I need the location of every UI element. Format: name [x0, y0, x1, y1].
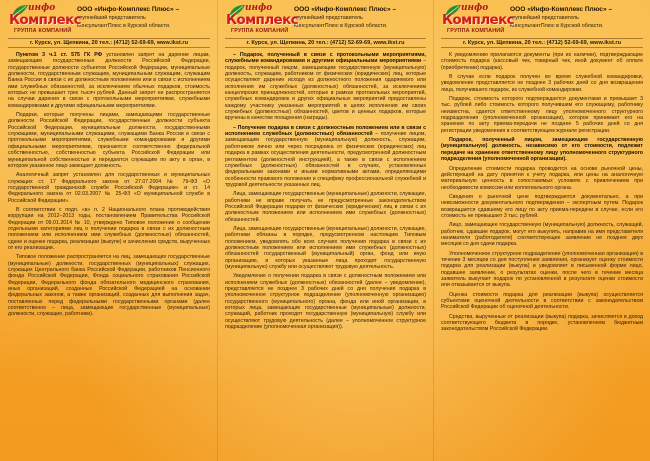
company-desc-2: КонсультантПлюс в Курской области.: [510, 23, 604, 29]
company-info: [294, 4, 396, 30]
column-body: [225, 52, 426, 330]
paragraph: [225, 273, 426, 330]
paragraph: [441, 314, 643, 333]
paragraph: [8, 112, 210, 169]
paragraph-strong: Подарок, полученный лицом, замещающим государственную (муниципальную) должность, независимо от его стоимости, подлежит передаче на хранение ответственному лицу уполномоченного структурного подразделения (уполномоченной организации).: [441, 137, 643, 163]
paragraph-strong: Пунктом 3 ч.1 ст. 575 ГК РФ: [16, 52, 103, 58]
paragraph-text: – подарок, полученный лицом, замещающим государственную (муниципальную) должность, служащим, работником от физических (юридических) лиц, которые осуществляют дарение исходя из должностного положения одаряемого или исполнения им служебных (должностных) обязанностей, за исключением канцелярских принадлежностей, которые в рамках протокольных мероприятий, служебных командировок и других официальных мероприятий предоставлены каждому участнику указанных мероприятий в целях исполнения им своих служебных (должностных) обязанностей, цветов и ценных подарков, которые вручены в качестве поощрения (награды).: [225, 58, 426, 122]
paragraph: [441, 166, 643, 191]
company-name: ООО «Инфо-Комплекс Плюс» –: [294, 6, 397, 13]
logo-brand-text: Комплекс: [442, 12, 515, 28]
paragraph-text: – получение лицом, замещающим государственную (муниципальную) должность, служащим, работником лично или через посредника от физических (юридических) лиц подарка в рамках осуществления деятельности, предусмотренной должностным регламентом (должностной инструкцией), а также в связи с исполнением служебных (должностных) обязанностей в случаях, установленных федеральными законами и иными нормативными актами, определяющими особенности правового положения и специфику профессиональной служебной и трудовой деятельности указанных лиц.: [225, 131, 426, 188]
company-desc-2: КонсультантПлюс в Курской области.: [294, 23, 388, 29]
company-address: г. Курск, ул. Щепкина, 20 тел.: (4712) 52-69-69, www.ikst.ru: [441, 38, 643, 48]
paragraph: [441, 222, 643, 247]
brochure-column-1: [0, 0, 217, 461]
company-name: ООО «Инфо-Комплекс Плюс» –: [77, 6, 180, 13]
company-address: г. Курск, ул. Щепкина, 20 тел.: (4712) 52-69-69, www.ikst.ru: [8, 38, 210, 48]
paragraph-text: К уведомлению прилагаются документы (при их наличии), подтверждающие стоимость подарка (кассовый чек, товарный чек, иной документ об оплате (приобретении) подарка).: [441, 52, 643, 71]
paragraph-text: Уполномоченное структурное подразделение (уполномоченная организация) в течение 3 месяцев со дня поступления заявления, организует оценку стоимости подарка для реализации (выкупа) и уведомляет в письменной форме лицо, подавшее заявление, о результатах оценки, после чего в течение месяца заявитель выкупает подарок по установленной в результате оценки стоимости или отказывается от выкупа.: [441, 250, 643, 289]
paragraph: [8, 254, 210, 317]
column-body: [8, 52, 210, 318]
paragraph: [441, 52, 643, 71]
paragraph: [441, 96, 643, 134]
paragraph-text: Подарки, которые получены лицами, замещающими государственные должности Российской Федерации, государственные должности субъекта Российской Федерации, муниципальные должности, государственными служащими, муниципальными служащими, служащими Банка России в связи с протокольными мероприятиями, служебными командировками и другими официальными мероприятиями, признаются соответственно федеральной собственностью, собственностью субъекта Российской Федерации или муниципальной собственностью и передаются служащим по акту в орган, в котором указанное лицо замещает должность.: [8, 112, 210, 169]
paragraph: [8, 172, 210, 204]
paragraph: [441, 74, 643, 93]
logo-group-text: ГРУППА КОМПАНИЙ: [231, 28, 289, 34]
company-logo: [8, 3, 82, 36]
logo-top-text: инфо: [245, 3, 273, 13]
company-address: г. Курск, ул. Щепкина, 20 тел.: (4712) 52-69-69, www.ikst.ru: [225, 38, 426, 48]
paragraph-text: Аналогичный запрет установлен для государственных и муниципальных служащих ст. 17 Федерального закона от 27.07.2004 № 79-ФЗ «О государственной гражданской службе Российской Федерации» и ст. 14 Федерального закона от 02.03.2007 № 25-ФЗ «О муниципальной службе в Российской Федерации».: [8, 172, 210, 204]
column-header: [8, 4, 210, 38]
paragraph-text: Средства, вырученные от реализации (выкупа) подарка, зачисляются в доход соответствующего бюджета в порядке, установленном бюджетным законодательством Российской Федерации.: [441, 313, 643, 333]
paragraph-strong: – Получение подарка в связи с должностным положением или в связи с исполнением служебных (должностных) обязанностей: [225, 124, 426, 138]
paragraph-text: Лицо, замещающее государственную (муниципальную) должность, служащий, работник, сдавшие подарок, могут его выкупить, направив на имя представителя нанимателя (работодателя) соответствующее заявление не позднее двух месяцев со дня сдачи подарка.: [441, 222, 643, 248]
company-logo: [441, 3, 515, 36]
paragraph-text: Лица, замещающие государственные (муниципальные) должности, служащие, работники обязаны в порядке, предусмотренном настоящим Типовым положением, уведомлять обо всех случаях получения подарка в связи с их должностным положением или исполнением ими служебных (должностных) обязанностей государственный (муниципальный) орган, фонд или иную организацию, в которых указанные лица проходят государственную (муниципальную) службу или осуществляют трудовую деятельность.: [225, 225, 426, 270]
paragraph-text: Подарок, стоимость которого подтверждается документами и превышает 3 тыс. рублей либо стоимость которого получившим его служащему, работнику неизвестна, сдается ответственному лицу уполномоченного структурного подразделения (уполномоченной организации), которое принимает его на хранение по акту приема-передачи не позднее 5 рабочих дней со дня регистрации уведомления в соответствующем журнале регистрации.: [441, 96, 643, 134]
paragraph-text: Сведения о рыночной цене подтверждаются документально, а при невозможности документального подтверждения – экспертным путем. Подарок возвращается сдавшему его лицу по акту приема-передачи в случае, если его стоимость не превышает 3 тыс. рублей.: [441, 193, 643, 219]
brochure-column-3: [433, 0, 650, 461]
company-desc-2: КонсультантПлюс в Курской области.: [77, 23, 171, 29]
paragraph-strong: – Подарок, полученный в связи с протокольными мероприятиями, служебными командировками и другими официальными мероприятиями: [225, 52, 426, 65]
company-info: [77, 4, 179, 30]
paragraph: [8, 52, 210, 109]
paragraph-text: В случае если подарок получен во время служебной командировки, уведомление представляется не позднее 3 рабочих дней со дня возвращения лица, получившего подарок, из служебной командировки.: [441, 74, 643, 93]
paragraph-text: Оценка стоимости подарка для реализации (выкупа) осуществляется субъектами оценочной деятельности в соответствии с законодательством Российской Федерации об оценочной деятельности.: [441, 291, 643, 311]
paragraph: [225, 226, 426, 270]
paragraph-text: Лица, замещающие государственные (муниципальные) должности, служащие, работники не вправе получать не предусмотренные законодательством Российской Федерации подарки от физических (юридических) лиц в связи с их должностным положением или исполнением ими служебных (должностных) обязанностей.: [225, 191, 426, 223]
company-name: ООО «Инфо-Комплекс Плюс» –: [510, 6, 613, 13]
paragraph-text: Определение стоимости подарка проводится на основе рыночной цены, действующей на дату принятия к учету подарка, или цены на аналогичную материальную ценность в сопоставимых условиях с привлечением при необходимости комиссии или коллегиального органа.: [441, 165, 643, 191]
paragraph-text: установлен запрет на дарение лицам, замещающим государственные должности Российской Федерации, государственные должности субъектов Российской Федерации, муниципальные должности, государственным служащим, муниципальным служащим, служащим Банка России в связи с их должностным положением или в связи с исполнением ими служебных обязанностей, за исключением обычных подарков, стоимость которых не превышает трех тысяч рублей. Данный запрет не распространяется на случаи дарения в связи с протокольными мероприятиями, служебными командировками и другими официальными мероприятиями.: [8, 52, 210, 109]
logo-brand-text: Комплекс: [226, 12, 299, 28]
company-logo: [225, 3, 299, 36]
column-header: [225, 4, 426, 38]
paragraph: [8, 207, 210, 251]
paragraph: [441, 292, 643, 311]
company-desc-1: крупнейший представитель: [294, 15, 363, 21]
logo-top-text: инфо: [28, 3, 56, 13]
logo-top-text: инфо: [461, 3, 489, 13]
company-info: [510, 4, 612, 30]
paragraph: [441, 194, 643, 219]
logo-brand-text: Комплекс: [9, 12, 82, 28]
logo-group-text: ГРУППА КОМПАНИЙ: [14, 28, 72, 34]
logo-group-text: ГРУППА КОМПАНИЙ: [447, 28, 505, 34]
column-header: [441, 4, 643, 38]
paragraph: [225, 125, 426, 188]
paragraph-text: В соответствии с подп. «в» п. 2 Национального плана противодействия коррупции на 2012–2013 годы, постановлением Правительства Российской Федерации от 09.01.2014 № 10, утверждено Типовое положение о сообщении отдельными категориями лиц о получении подарка в связи с их должностным положением или исполнением ими служебных (должностных) обязанностей, сдаче и оценке подарка, реализации (выкупе) и зачислении средств, вырученных от его реализации.: [8, 206, 210, 251]
brochure-column-2: [217, 0, 433, 461]
paragraph: [225, 52, 426, 122]
column-body: [441, 52, 643, 333]
paragraph: [441, 251, 643, 289]
paragraph: [225, 191, 426, 223]
paragraph-text: Типовое положение распространяется на лиц, замещающих государственные (муниципальные) должности, государственных (муниципальных) служащих, служащих Центрального банка Российской Федерации, работников Пенсионного фонда Российской Федерации, Фонда социального страхования Российской Федерации, Федерального фонда обязательного медицинского страхования, иных организаций, созданных Российской Федерацией на основании федеральных законов, а также организаций, созданных для выполнения задач, поставленных перед федеральными государственными органами (далее соответственно – лица, замещающие государственные (муниципальные) должности, служащие, работники).: [8, 254, 210, 318]
company-desc-1: крупнейший представитель: [77, 15, 146, 21]
paragraph-text: Уведомление о получении подарка в связи с должностным положением или исполнением служебных (должностных) обязанностей (далее – уведомление), представляется не позднее 3 рабочих дней со дня получения подарка в уполномоченное структурное подразделение (уполномоченную организацию) государственного (муниципального) органа, фонда или иной организации, в которых лица, замещающие государственные (муниципальные) должности, служащий, работник проходят государственную (муниципальную) службу или осуществляют трудовую деятельность (далее – уполномоченное структурное подразделение (уполномоченная организация)).: [225, 273, 426, 331]
company-desc-1: крупнейший представитель: [510, 15, 579, 21]
paragraph: [441, 137, 643, 162]
